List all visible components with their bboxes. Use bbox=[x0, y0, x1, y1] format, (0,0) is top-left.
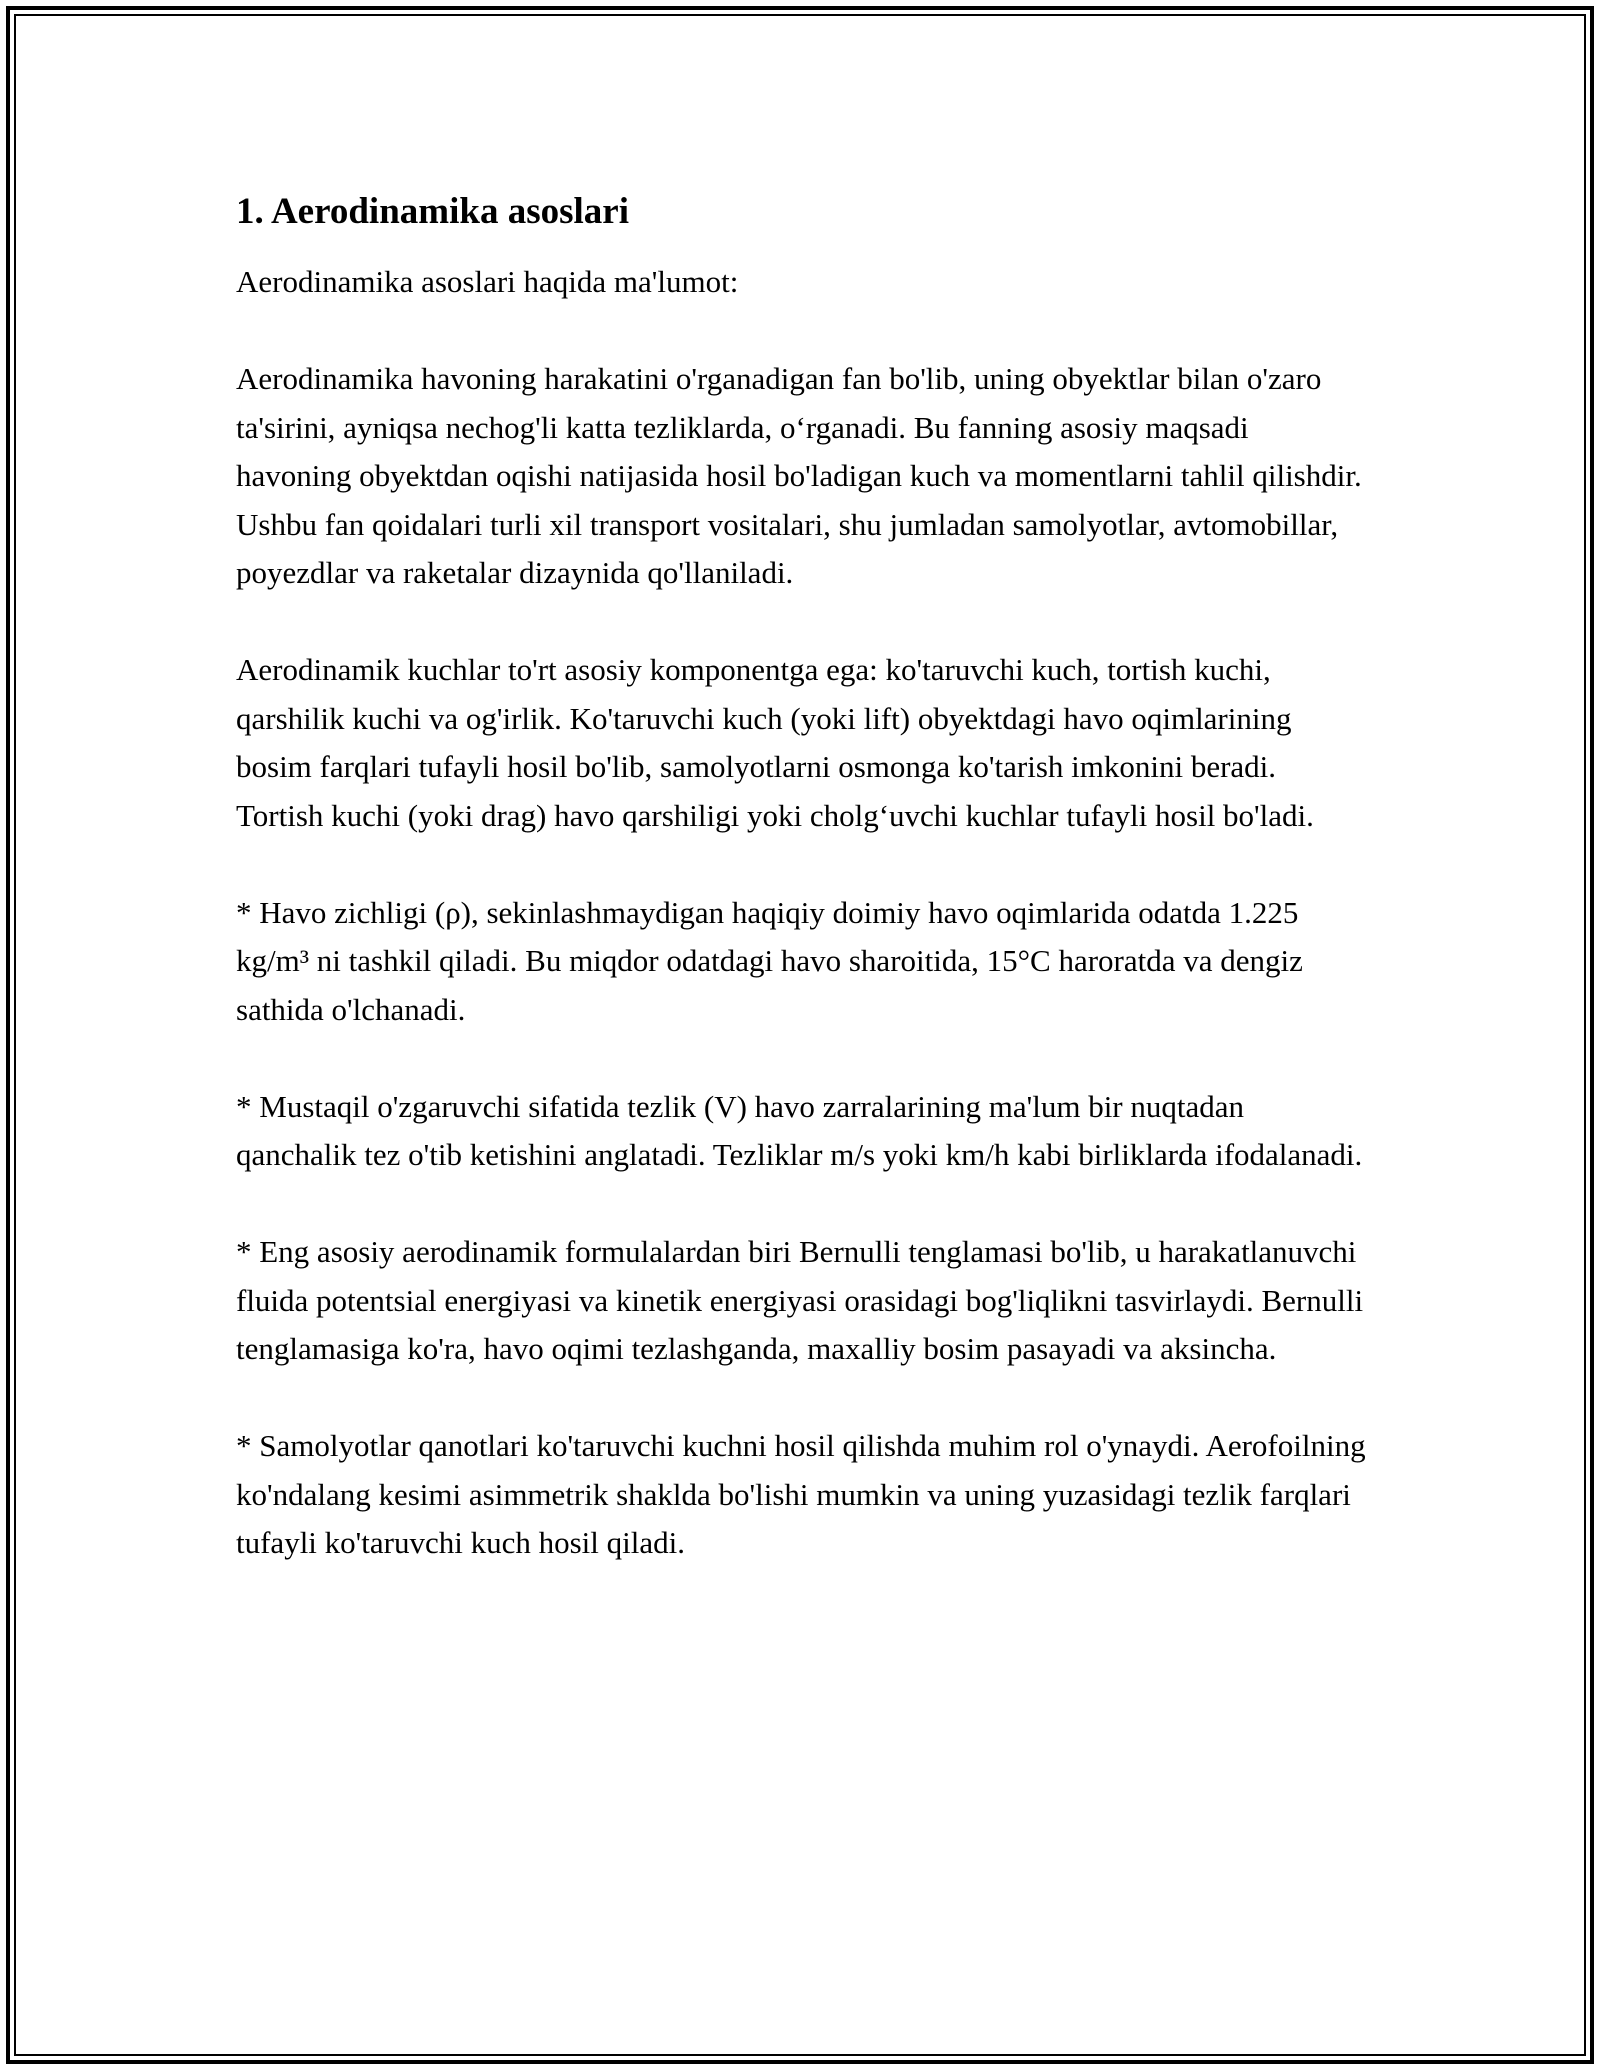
section-heading: 1. Aerodinamika asoslari bbox=[236, 191, 629, 232]
bullet-bernoulli: * Eng asosiy aerodinamik formulalardan biri Bernulli tenglamasi bo'lib, u harakatlanuvchi fluida potentsial energiyasi va kinetik energiyasi orasidagi bog'liqlikni tasvirlaydi. Bernulli tenglamasiga ko'ra, havo oqimi tezlashganda, maxalliy bosim pasayadi va aksincha. bbox=[236, 1234, 1364, 1366]
bullet-velocity: * Mustaqil o'zgaruvchi sifatida tezlik (V) havo zarralarining ma'lum bir nuqtadan qanchalik tez o'tib ketishini anglatadi. Tezliklar m/s yoki km/h kabi birliklarda ifodalanadi. bbox=[236, 1088, 1363, 1172]
bullet-air-density: * Havo zichligi (ρ), sekinlashmaydigan haqiqiy doimiy havo oqimlarida odatda 1.225 kg/m³ ni tashkil qiladi. Bu miqdor odatdagi havo sharoitida, 15°C haroratda va dengiz sathida o'lchanadi. bbox=[236, 894, 1303, 1027]
intro-text: Aerodinamika asoslari haqida ma'lumot: bbox=[236, 264, 739, 299]
bullet-wings-lift: * Samolyotlar qanotlari ko'taruvchi kuchni hosil qilishda muhim rol o'ynaydi. Aerofoilning ko'ndalang kesimi asimmetrik shaklda bo'lishi mumkin va uning yuzasidagi tezlik farqlari tufayli ko'taruvchi kuch hosil qiladi. bbox=[236, 1428, 1366, 1560]
paragraph-aerodynamics-definition: Aerodinamika havoning harakatini o'rganadigan fan bo'lib, uning obyektlar bilan o'zaro ta'sirini, ayniqsa nechog'li katta tezliklarda, o‘rganadi. Bu fanning asosiy maqsadi havoning obyektdan oqishi natijasida hosil bo'ladigan kuch va momentlarni tahlil qilishdir. Ushbu fan qoidalari turli xil transport vositalari, shu jumladan samolyotlar, avtomobillar, poyezdlar va raketalar dizaynida qo'llaniladi. bbox=[236, 361, 1362, 590]
paragraph-aerodynamic-forces: Aerodinamik kuchlar to'rt asosiy komponentga ega: ko'taruvchi kuch, tortish kuchi, qarshilik kuchi va og'irlik. Ko'taruvchi kuch (yoki lift) obyektdagi havo oqimlarining bosim farqlari tufayli hosil bo'lib, samolyotlarni osmonga ko'tarish imkonini beradi. Tortish kuchi (yoki drag) havo qarshiligi yoki cholg‘uvchi kuchlar tufayli hosil bo'ladi. bbox=[236, 652, 1314, 833]
document-body bbox=[236, 186, 1366, 1568]
